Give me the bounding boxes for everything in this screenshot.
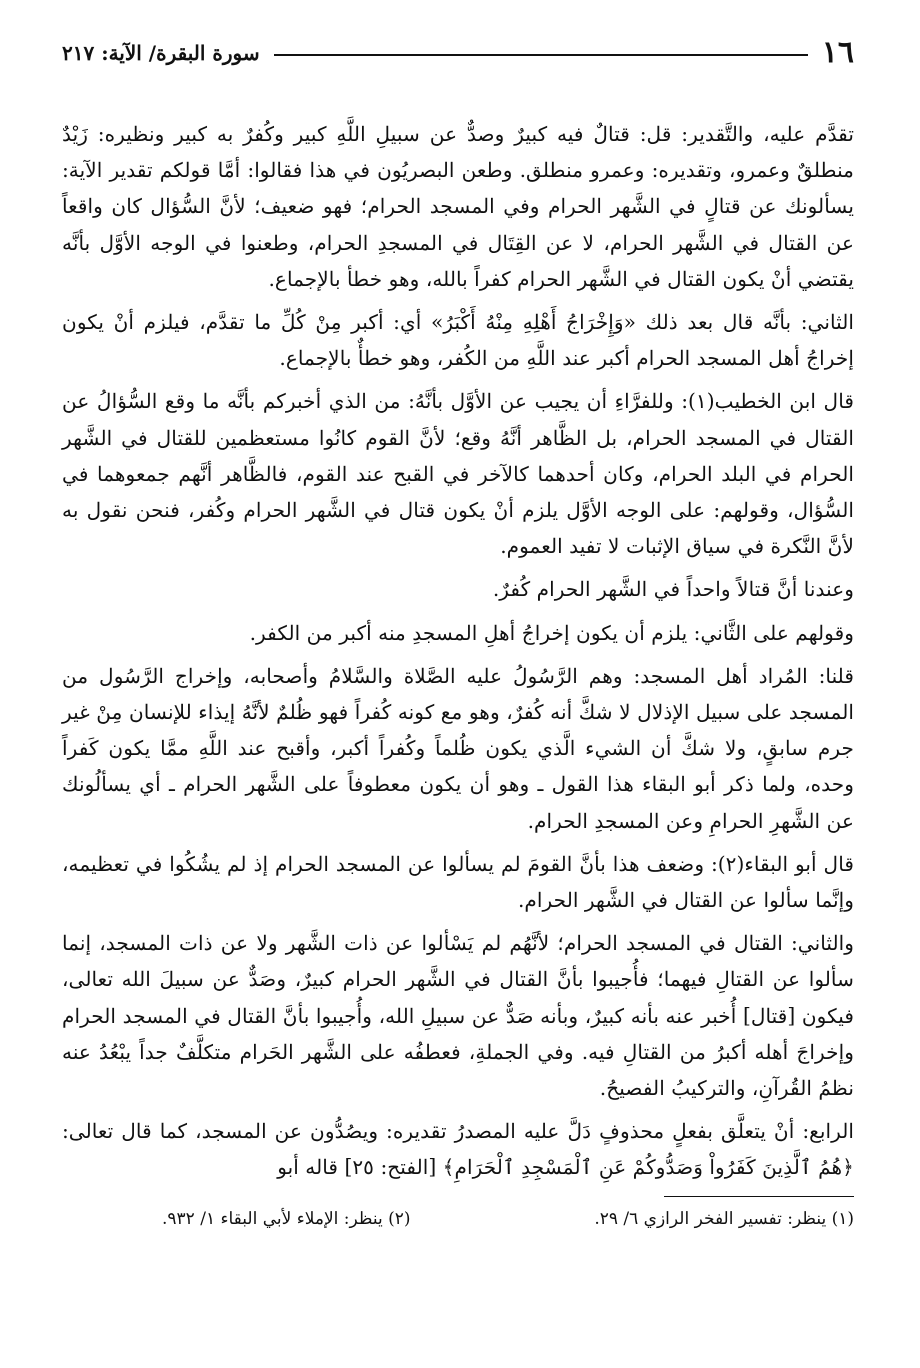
paragraph-4: وعندنا أنَّ قتالاً واحداً في الشَّهر الحرام كُفرٌ. <box>492 577 854 602</box>
footnotes <box>62 1207 854 1231</box>
header-rule <box>274 54 808 56</box>
paragraph-3: قال ابن الخطيب(١): وللفرَّاءِ أن يجيب عن الأوَّل بأنَّهُ: من الذي أخبركم بأنَّه ما وقع السُّؤالُ عن القتال في المسجد الحرام، بل الظَّاهر أنَّهُ وقع؛ لأنَّ القوم كانُوا مستعظمين للقتال في الشَّهر الحرام في البلد الحرام، وكان أحدهما كالآخر في القبح عند القوم، فالظَّاهر أنَّهم جمعوهما في السُّؤال، وقولهم: على الوجه الأوَّل يلزم أنْ يكون قتال في الشَّهر الحرام وكُفر، فنحن نقول به لأنَّ النَّكرة في سياق الإثبات لا تفيد العموم. <box>62 389 854 559</box>
page-header <box>62 32 854 74</box>
footnote-1: (١) ينظر: تفسير الفخر الرازي ٦/ ٢٩. <box>594 1208 854 1229</box>
paragraph-5: وقولهم على الثَّاني: يلزم أن يكون إخراجُ أهلِ المسجدِ منه أكبر من الكفر. <box>249 620 854 645</box>
paragraph-9: الرابع: أنْ يتعلَّق بفعلٍ محذوفٍ دَلَّ عليه المصدرُ تقديره: ويصُدُّون عن المسجد، كما قال تعالى: ﴿هُمُ ٱلَّذِينَ كَفَرُواْ وَصَدُّوكُمْ عَنِ ٱلْمَسْجِدِ ٱلْحَرَامِ﴾ [الفتح: ٢٥] قاله أبو <box>62 1119 854 1180</box>
paragraph-8: والثاني: القتال في المسجد الحرام؛ لأنَّهُم لم يَسْألوا عن ذات الشَّهر ولا عن ذات المسجد، إنما سألوا عن القتالِ فيهما؛ فأُجيبوا بأنَّ القتال في الشَّهر الحرام كبيرٌ، وصَدٌّ عن سبيلَ الله تعالى، فيكون [قتال] أُخبر عنه بأنه كبيرٌ، وبأنه صَدٌّ عن سبيلِ الله، وأُجيبوا بأنَّ القتال في المسجد الحرام وإخراجَ أهله أكبرُ من القتالِ فيه. وفي الجملةِ، فعطفُه على الشَّهر الحَرام متكلَّفٌ جداً يبْعُدُ عنه نظمُ القُرآنِ، والتركيبُ الفصيحُ. <box>62 931 854 1101</box>
book-page <box>62 32 854 1231</box>
running-title: سورة البقرة/ الآية: ٢١٧ <box>62 41 260 65</box>
body-text <box>62 116 854 1186</box>
footnote-2: (٢) ينظر: الإملاء لأبي البقاء ١/ ٩٣٢. <box>162 1208 411 1229</box>
paragraph-6: قلنا: المُراد أهل المسجد: وهم الرَّسُولُ عليه الصَّلاة والسَّلامُ وأصحابه، وإخراج الرَّسُول من المسجد على سبيل الإذلال لا شكَّ أنه كُفرٌ، وهو مع كونه كُفراً فهو ظُلمٌ لأنَّهُ إيذاء للإنسان مِنْ غير جرم سابقٍ، ولا شكَّ أن الشيء الَّذي يكون ظُلماً وكُفراً أكبر، وأقبح عند اللَّهِ ممَّا يكون كَفراً وحده، ولما ذكر أبو البقاء هذا القول ـ وهو أن يكون معطوفاً على الشَّهر الحرام ـ أي يسألُونك عن الشَّهرِ الحرامِ وعن المسجدِ الحرام. <box>62 663 854 833</box>
footnote-rule <box>664 1196 854 1197</box>
paragraph-7: قال أبو البقاء(٢): وضعف هذا بأنَّ القومَ لم يسألوا عن المسجد الحرام إذ لم يشُكُوا في تعظيمه، وإنَّما سألوا عن القتال في الشَّهر الحرام. <box>62 851 854 913</box>
page-number: ١٦ <box>821 35 854 70</box>
paragraph-2: الثاني: بأنَّه قال بعد ذلك «وَإِخْرَاجُ أَهْلِهِ مِنْهُ أَكْبَرُ» أي: أكبر مِنْ كُلِّ ما تقدَّم، فيلزم أنْ يكون إخراجُ أهل المسجد الحرام أكبر عند اللَّهِ من الكُفر، وهو خطأٌ بالإجماع. <box>62 310 854 371</box>
paragraph-1: تقدَّم عليه، والتَّقدير: قل: قتالٌ فيه كبيرٌ وصدٌّ عن سبيلِ اللَّهِ كبير وكُفرٌ به كبير ونظيره: زَيْدٌ منطلقٌ وعمرو، وتقديره: وعمرو منطلق. وطعن البصريُون في هذا فقالوا: أمَّا قولكم تقدير الآية: يسألونك عن قتالٍ في الشَّهر الحرام وفي المسجد الحرام؛ فهو ضعيف؛ لأنَّ السُّؤال كان واقعاً عن القتال في الشَّهر الحرام، لا عن القِتَال في المسجدِ الحرام، وطعنوا في الوجه الأوَّل بأنَّه يقتضي أنْ يكون القتال في الشَّهر الحرام كفراً بالله، وهو خطأ بالإجماع. <box>62 122 854 291</box>
